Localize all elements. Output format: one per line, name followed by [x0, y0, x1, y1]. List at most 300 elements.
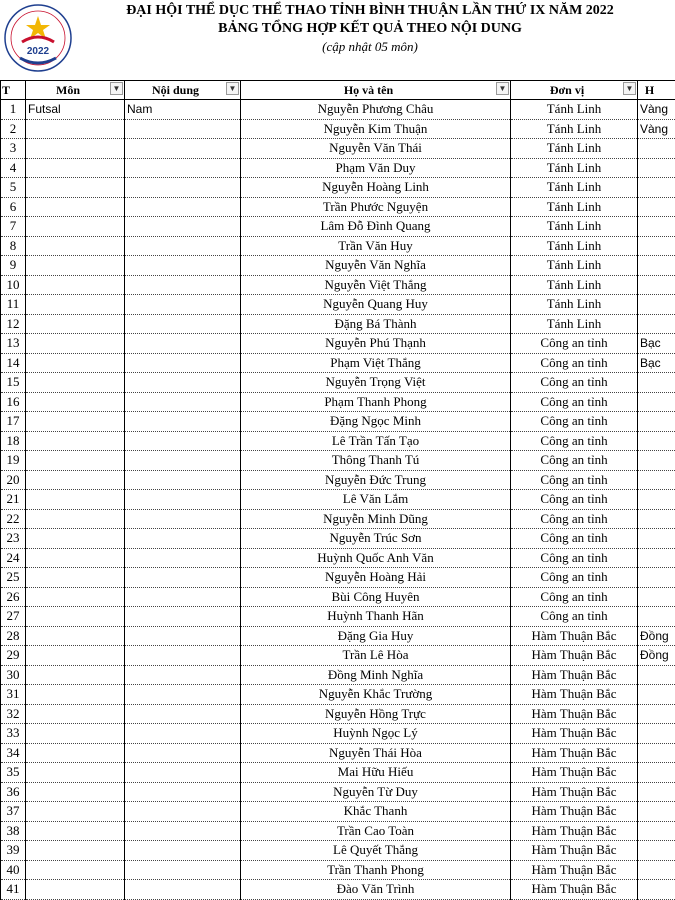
cell-mon[interactable] [26, 490, 125, 510]
cell-ho-ten[interactable]: Huỳnh Ngọc Lý [241, 724, 511, 744]
cell-don-vi[interactable]: Công an tỉnh [511, 568, 638, 588]
cell-mon[interactable] [26, 412, 125, 432]
cell-huy-chuong[interactable] [638, 763, 675, 783]
cell-ho-ten[interactable]: Lê Quyết Thắng [241, 841, 511, 861]
cell-noi-dung[interactable] [125, 334, 241, 354]
cell-ho-ten[interactable]: Nguyễn Phương Châu [241, 100, 511, 120]
cell-noi-dung[interactable] [125, 587, 241, 607]
cell-mon[interactable] [26, 334, 125, 354]
cell-huy-chuong[interactable] [638, 373, 675, 393]
cell-huy-chuong[interactable] [638, 665, 675, 685]
cell-noi-dung[interactable] [125, 724, 241, 744]
cell-mon[interactable] [26, 568, 125, 588]
filter-active-icon[interactable]: ▼ [110, 82, 123, 95]
cell-stt[interactable]: 7 [1, 217, 26, 237]
table-row [1, 568, 675, 588]
cell-huy-chuong[interactable] [638, 607, 675, 627]
cell-mon[interactable] [26, 782, 125, 802]
cell-stt[interactable]: 36 [1, 782, 26, 802]
cell-don-vi[interactable]: Hàm Thuận Bắc [511, 685, 638, 705]
table-row [1, 314, 675, 334]
cell-stt[interactable]: 26 [1, 587, 26, 607]
cell-stt[interactable]: 37 [1, 802, 26, 822]
cell-noi-dung[interactable] [125, 880, 241, 900]
column-header-don-vi[interactable]: Đơn vị ▼ [511, 81, 638, 100]
cell-noi-dung[interactable] [125, 568, 241, 588]
cell-huy-chuong[interactable] [638, 197, 675, 217]
cell-noi-dung[interactable] [125, 119, 241, 139]
table-row [1, 802, 675, 822]
cell-stt[interactable]: 12 [1, 314, 26, 334]
cell-huy-chuong[interactable] [638, 880, 675, 900]
cell-don-vi[interactable]: Tánh Linh [511, 139, 638, 159]
cell-noi-dung[interactable] [125, 685, 241, 705]
cell-huy-chuong[interactable] [638, 841, 675, 861]
cell-stt[interactable]: 38 [1, 821, 26, 841]
logo-year: 2022 [26, 46, 50, 57]
column-header-huy-chuong[interactable]: H [638, 81, 675, 100]
cell-don-vi[interactable]: Tánh Linh [511, 178, 638, 198]
cell-huy-chuong[interactable] [638, 529, 675, 549]
header-row [1, 81, 675, 100]
cell-mon[interactable] [26, 646, 125, 666]
table-row [1, 158, 675, 178]
cell-don-vi[interactable]: Tánh Linh [511, 158, 638, 178]
cell-noi-dung[interactable] [125, 490, 241, 510]
cell-huy-chuong[interactable] [638, 451, 675, 471]
cell-ho-ten[interactable]: Nguyễn Trúc Sơn [241, 529, 511, 549]
table-row [1, 373, 675, 393]
cell-don-vi[interactable]: Hàm Thuận Bắc [511, 880, 638, 900]
table-row [1, 392, 675, 412]
games-logo-icon [2, 2, 74, 74]
cell-noi-dung[interactable] [125, 646, 241, 666]
table-row [1, 880, 675, 900]
cell-ho-ten[interactable]: Đặng Gia Huy [241, 626, 511, 646]
table-row [1, 197, 675, 217]
cell-ho-ten[interactable]: Nguyễn Khắc Trường [241, 685, 511, 705]
table-row [1, 548, 675, 568]
table-row [1, 275, 675, 295]
cell-stt[interactable]: 40 [1, 860, 26, 880]
cell-mon[interactable] [26, 353, 125, 373]
cell-mon[interactable] [26, 295, 125, 315]
cell-stt[interactable]: 15 [1, 373, 26, 393]
cell-huy-chuong[interactable] [638, 743, 675, 763]
cell-mon[interactable] [26, 392, 125, 412]
cell-noi-dung[interactable] [125, 158, 241, 178]
cell-stt[interactable]: 11 [1, 295, 26, 315]
cell-ho-ten[interactable]: Nguyễn Hồng Trực [241, 704, 511, 724]
cell-ho-ten[interactable]: Đặng Bá Thành [241, 314, 511, 334]
cell-mon[interactable] [26, 119, 125, 139]
cell-huy-chuong[interactable] [638, 568, 675, 588]
cell-huy-chuong[interactable] [638, 392, 675, 412]
cell-noi-dung[interactable] [125, 782, 241, 802]
cell-noi-dung[interactable] [125, 197, 241, 217]
cell-noi-dung[interactable] [125, 665, 241, 685]
cell-stt[interactable]: 34 [1, 743, 26, 763]
cell-noi-dung[interactable] [125, 373, 241, 393]
cell-mon[interactable] [26, 217, 125, 237]
cell-stt[interactable]: 33 [1, 724, 26, 744]
cell-ho-ten[interactable]: Bùi Công Huyên [241, 587, 511, 607]
cell-noi-dung[interactable] [125, 841, 241, 861]
cell-huy-chuong[interactable] [638, 236, 675, 256]
cell-don-vi[interactable]: Công an tỉnh [511, 373, 638, 393]
cell-stt[interactable]: 6 [1, 197, 26, 217]
cell-huy-chuong[interactable]: Bạc [638, 353, 675, 373]
cell-stt[interactable]: 29 [1, 646, 26, 666]
cell-stt[interactable]: 19 [1, 451, 26, 471]
table-row [1, 724, 675, 744]
cell-noi-dung[interactable] [125, 704, 241, 724]
cell-noi-dung[interactable] [125, 314, 241, 334]
cell-don-vi[interactable]: Tánh Linh [511, 275, 638, 295]
cell-mon[interactable] [26, 704, 125, 724]
cell-stt[interactable]: 27 [1, 607, 26, 627]
cell-ho-ten[interactable]: Thông Thanh Tú [241, 451, 511, 471]
table-row [1, 412, 675, 432]
cell-mon[interactable] [26, 314, 125, 334]
cell-ho-ten[interactable]: Đào Văn Trình [241, 880, 511, 900]
cell-stt[interactable]: 5 [1, 178, 26, 198]
cell-ho-ten[interactable]: Đồng Minh Nghĩa [241, 665, 511, 685]
cell-ho-ten[interactable]: Huỳnh Quốc Anh Văn [241, 548, 511, 568]
cell-stt[interactable]: 17 [1, 412, 26, 432]
cell-stt[interactable]: 25 [1, 568, 26, 588]
cell-stt[interactable]: 3 [1, 139, 26, 159]
cell-mon[interactable]: Futsal [26, 100, 125, 120]
cell-stt[interactable]: 2 [1, 119, 26, 139]
cell-noi-dung[interactable] [125, 256, 241, 276]
cell-don-vi[interactable]: Công an tỉnh [511, 587, 638, 607]
cell-ho-ten[interactable]: Nguyễn Văn Nghĩa [241, 256, 511, 276]
cell-noi-dung[interactable] [125, 548, 241, 568]
cell-ho-ten[interactable]: Trần Văn Huy [241, 236, 511, 256]
cell-mon[interactable] [26, 470, 125, 490]
cell-huy-chuong[interactable]: Bạc [638, 334, 675, 354]
cell-huy-chuong[interactable] [638, 256, 675, 276]
cell-ho-ten[interactable]: Phạm Thanh Phong [241, 392, 511, 412]
cell-don-vi[interactable]: Công an tỉnh [511, 607, 638, 627]
cell-huy-chuong[interactable] [638, 275, 675, 295]
column-header-mon[interactable]: Môn ▼ [26, 81, 125, 100]
cell-mon[interactable] [26, 431, 125, 451]
table-row [1, 529, 675, 549]
cell-stt[interactable]: 9 [1, 256, 26, 276]
cell-don-vi[interactable]: Công an tỉnh [511, 431, 638, 451]
column-header-ho-ten[interactable]: Họ và tên ▼ [241, 81, 511, 100]
table-row [1, 782, 675, 802]
cell-ho-ten[interactable]: Lê Văn Lắm [241, 490, 511, 510]
cell-huy-chuong[interactable] [638, 860, 675, 880]
column-header-noi-dung[interactable]: Nội dung ▼ [125, 81, 241, 100]
table-row [1, 626, 675, 646]
cell-noi-dung[interactable] [125, 451, 241, 471]
table-body [1, 100, 675, 900]
cell-mon[interactable] [26, 509, 125, 529]
cell-don-vi[interactable]: Công an tỉnh [511, 548, 638, 568]
cell-don-vi[interactable]: Tánh Linh [511, 197, 638, 217]
cell-stt[interactable]: 10 [1, 275, 26, 295]
cell-don-vi[interactable]: Hàm Thuận Bắc [511, 860, 638, 880]
cell-noi-dung[interactable] [125, 763, 241, 783]
cell-mon[interactable] [26, 743, 125, 763]
cell-huy-chuong[interactable]: Đồng [638, 626, 675, 646]
cell-ho-ten[interactable]: Lê Trần Tấn Tạo [241, 431, 511, 451]
filter-dropdown-icon[interactable]: ▼ [226, 82, 239, 95]
cell-don-vi[interactable]: Hàm Thuận Bắc [511, 821, 638, 841]
cell-ho-ten[interactable]: Lâm Đỗ Đình Quang [241, 217, 511, 237]
cell-don-vi[interactable]: Hàm Thuận Bắc [511, 841, 638, 861]
cell-noi-dung[interactable] [125, 295, 241, 315]
cell-stt[interactable]: 18 [1, 431, 26, 451]
cell-noi-dung[interactable] [125, 139, 241, 159]
cell-ho-ten[interactable]: Phạm Việt Thắng [241, 353, 511, 373]
cell-ho-ten[interactable]: Nguyễn Từ Duy [241, 782, 511, 802]
cell-huy-chuong[interactable] [638, 587, 675, 607]
cell-don-vi[interactable]: Tánh Linh [511, 256, 638, 276]
cell-noi-dung[interactable] [125, 275, 241, 295]
cell-noi-dung[interactable] [125, 217, 241, 237]
table-row [1, 821, 675, 841]
cell-don-vi[interactable]: Hàm Thuận Bắc [511, 665, 638, 685]
cell-don-vi[interactable]: Tánh Linh [511, 295, 638, 315]
cell-noi-dung[interactable] [125, 236, 241, 256]
cell-don-vi[interactable]: Công an tỉnh [511, 509, 638, 529]
cell-stt[interactable]: 20 [1, 470, 26, 490]
cell-mon[interactable] [26, 665, 125, 685]
cell-noi-dung[interactable] [125, 392, 241, 412]
cell-ho-ten[interactable]: Huỳnh Thanh Hãn [241, 607, 511, 627]
cell-noi-dung[interactable] [125, 860, 241, 880]
cell-mon[interactable] [26, 685, 125, 705]
table-row [1, 470, 675, 490]
cell-don-vi[interactable]: Hàm Thuận Bắc [511, 646, 638, 666]
cell-mon[interactable] [26, 373, 125, 393]
table-row [1, 743, 675, 763]
cell-mon[interactable] [26, 841, 125, 861]
cell-stt[interactable]: 1 [1, 100, 26, 120]
table-row [1, 685, 675, 705]
cell-ho-ten[interactable]: Đặng Ngọc Minh [241, 412, 511, 432]
cell-ho-ten[interactable]: Nguyễn Trọng Việt [241, 373, 511, 393]
cell-stt[interactable]: 16 [1, 392, 26, 412]
cell-noi-dung[interactable] [125, 821, 241, 841]
cell-stt[interactable]: 22 [1, 509, 26, 529]
cell-mon[interactable] [26, 880, 125, 900]
cell-ho-ten[interactable]: Trần Phước Nguyện [241, 197, 511, 217]
table-row [1, 100, 675, 120]
cell-huy-chuong[interactable] [638, 802, 675, 822]
cell-noi-dung[interactable] [125, 470, 241, 490]
table-row [1, 587, 675, 607]
cell-don-vi[interactable]: Hàm Thuận Bắc [511, 802, 638, 822]
table-row [1, 646, 675, 666]
table-row [1, 256, 675, 276]
cell-ho-ten[interactable]: Mai Hữu Hiếu [241, 763, 511, 783]
table-row [1, 431, 675, 451]
cell-mon[interactable] [26, 626, 125, 646]
cell-mon[interactable] [26, 821, 125, 841]
cell-huy-chuong[interactable] [638, 217, 675, 237]
cell-noi-dung[interactable] [125, 412, 241, 432]
cell-huy-chuong[interactable] [638, 412, 675, 432]
cell-stt[interactable]: 21 [1, 490, 26, 510]
cell-noi-dung[interactable] [125, 743, 241, 763]
cell-don-vi[interactable]: Hàm Thuận Bắc [511, 724, 638, 744]
cell-huy-chuong[interactable] [638, 431, 675, 451]
cell-mon[interactable] [26, 197, 125, 217]
cell-stt[interactable]: 39 [1, 841, 26, 861]
cell-don-vi[interactable]: Hàm Thuận Bắc [511, 743, 638, 763]
cell-noi-dung[interactable]: Nam [125, 100, 241, 120]
cell-ho-ten[interactable]: Trần Lê Hòa [241, 646, 511, 666]
cell-don-vi[interactable]: Tánh Linh [511, 100, 638, 120]
cell-ho-ten[interactable]: Nguyễn Hoàng Hải [241, 568, 511, 588]
cell-mon[interactable] [26, 451, 125, 471]
table-row [1, 665, 675, 685]
cell-mon[interactable] [26, 275, 125, 295]
cell-ho-ten[interactable]: Nguyễn Đức Trung [241, 470, 511, 490]
cell-huy-chuong[interactable]: Đồng [638, 646, 675, 666]
cell-don-vi[interactable]: Hàm Thuận Bắc [511, 763, 638, 783]
table-row [1, 119, 675, 139]
cell-mon[interactable] [26, 763, 125, 783]
cell-huy-chuong[interactable] [638, 782, 675, 802]
table-row [1, 451, 675, 471]
cell-mon[interactable] [26, 548, 125, 568]
results-table [0, 80, 675, 900]
cell-stt[interactable]: 23 [1, 529, 26, 549]
cell-ho-ten[interactable]: Nguyễn Thái Hòa [241, 743, 511, 763]
cell-huy-chuong[interactable] [638, 158, 675, 178]
document-subtitle-heading: BẢNG TỔNG HỢP KẾT QUẢ THEO NỘI DUNG [218, 21, 522, 36]
cell-huy-chuong[interactable]: Vàng [638, 119, 675, 139]
filter-dropdown-icon[interactable]: ▼ [496, 82, 509, 95]
document-title: ĐẠI HỘI THỂ DỤC THỂ THAO TỈNH BÌNH THUẬN LẦN THỨ IX NĂM 2022 [126, 3, 614, 18]
cell-stt[interactable]: 14 [1, 353, 26, 373]
cell-huy-chuong[interactable] [638, 295, 675, 315]
cell-ho-ten[interactable]: Nguyễn Minh Dũng [241, 509, 511, 529]
table-row [1, 509, 675, 529]
cell-huy-chuong[interactable] [638, 178, 675, 198]
cell-noi-dung[interactable] [125, 626, 241, 646]
cell-mon[interactable] [26, 158, 125, 178]
cell-don-vi[interactable]: Hàm Thuận Bắc [511, 704, 638, 724]
cell-mon[interactable] [26, 587, 125, 607]
cell-mon[interactable] [26, 139, 125, 159]
cell-don-vi[interactable]: Công an tỉnh [511, 353, 638, 373]
cell-ho-ten[interactable]: Trần Thanh Phong [241, 860, 511, 880]
table-row [1, 295, 675, 315]
cell-ho-ten[interactable]: Khắc Thanh [241, 802, 511, 822]
cell-huy-chuong[interactable] [638, 470, 675, 490]
table-row [1, 763, 675, 783]
cell-stt[interactable]: 4 [1, 158, 26, 178]
cell-mon[interactable] [26, 178, 125, 198]
cell-don-vi[interactable]: Công an tỉnh [511, 451, 638, 471]
cell-noi-dung[interactable] [125, 178, 241, 198]
cell-don-vi[interactable]: Tánh Linh [511, 314, 638, 334]
cell-stt[interactable]: 31 [1, 685, 26, 705]
cell-ho-ten[interactable]: Phạm Văn Duy [241, 158, 511, 178]
cell-huy-chuong[interactable] [638, 704, 675, 724]
cell-mon[interactable] [26, 529, 125, 549]
table-row [1, 353, 675, 373]
cell-mon[interactable] [26, 860, 125, 880]
cell-huy-chuong[interactable]: Vàng [638, 100, 675, 120]
table-row [1, 139, 675, 159]
cell-stt[interactable]: 35 [1, 763, 26, 783]
cell-ho-ten[interactable]: Trần Cao Toàn [241, 821, 511, 841]
cell-huy-chuong[interactable] [638, 314, 675, 334]
cell-mon[interactable] [26, 256, 125, 276]
table-row [1, 607, 675, 627]
cell-mon[interactable] [26, 607, 125, 627]
cell-mon[interactable] [26, 724, 125, 744]
cell-huy-chuong[interactable] [638, 724, 675, 744]
cell-don-vi[interactable]: Tánh Linh [511, 217, 638, 237]
cell-don-vi[interactable]: Công an tỉnh [511, 529, 638, 549]
column-header-stt[interactable]: T [1, 81, 26, 100]
cell-noi-dung[interactable] [125, 607, 241, 627]
cell-stt[interactable]: 28 [1, 626, 26, 646]
cell-ho-ten[interactable]: Nguyễn Hoàng Linh [241, 178, 511, 198]
cell-noi-dung[interactable] [125, 509, 241, 529]
cell-mon[interactable] [26, 802, 125, 822]
cell-ho-ten[interactable]: Nguyễn Kim Thuận [241, 119, 511, 139]
cell-huy-chuong[interactable] [638, 509, 675, 529]
filter-dropdown-icon[interactable]: ▼ [623, 82, 636, 95]
cell-don-vi[interactable]: Hàm Thuận Bắc [511, 626, 638, 646]
cell-stt[interactable]: 13 [1, 334, 26, 354]
cell-huy-chuong[interactable] [638, 548, 675, 568]
cell-huy-chuong[interactable] [638, 139, 675, 159]
cell-stt[interactable]: 30 [1, 665, 26, 685]
cell-noi-dung[interactable] [125, 353, 241, 373]
cell-ho-ten[interactable]: Nguyễn Văn Thái [241, 139, 511, 159]
cell-don-vi[interactable]: Công an tỉnh [511, 412, 638, 432]
cell-noi-dung[interactable] [125, 802, 241, 822]
cell-huy-chuong[interactable] [638, 685, 675, 705]
cell-huy-chuong[interactable] [638, 490, 675, 510]
table-row [1, 217, 675, 237]
cell-don-vi[interactable]: Tánh Linh [511, 236, 638, 256]
cell-don-vi[interactable]: Hàm Thuận Bắc [511, 782, 638, 802]
cell-stt[interactable]: 41 [1, 880, 26, 900]
cell-don-vi[interactable]: Công an tỉnh [511, 334, 638, 354]
cell-huy-chuong[interactable] [638, 821, 675, 841]
cell-stt[interactable]: 24 [1, 548, 26, 568]
cell-don-vi[interactable]: Công an tỉnh [511, 490, 638, 510]
cell-stt[interactable]: 32 [1, 704, 26, 724]
cell-don-vi[interactable]: Tánh Linh [511, 119, 638, 139]
cell-stt[interactable]: 8 [1, 236, 26, 256]
table-row [1, 860, 675, 880]
cell-noi-dung[interactable] [125, 431, 241, 451]
cell-mon[interactable] [26, 236, 125, 256]
table-row [1, 704, 675, 724]
table-row [1, 178, 675, 198]
cell-don-vi[interactable]: Công an tỉnh [511, 470, 638, 490]
cell-ho-ten[interactable]: Nguyễn Quang Huy [241, 295, 511, 315]
cell-noi-dung[interactable] [125, 529, 241, 549]
cell-ho-ten[interactable]: Nguyễn Phú Thạnh [241, 334, 511, 354]
cell-don-vi[interactable]: Công an tỉnh [511, 392, 638, 412]
cell-ho-ten[interactable]: Nguyễn Việt Thắng [241, 275, 511, 295]
